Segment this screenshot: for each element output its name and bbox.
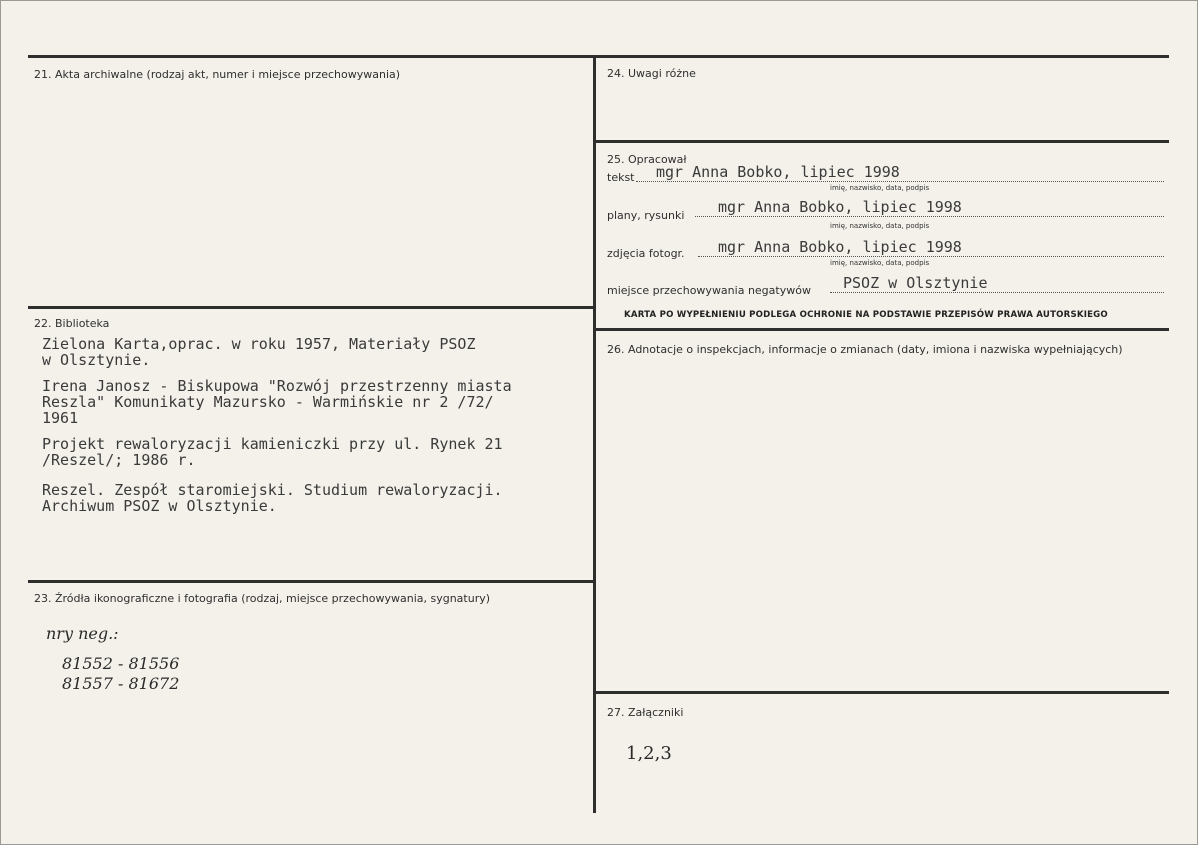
plans-author-line [695,216,1164,217]
negatives-range-2: 81557 - 81672 [62,674,180,693]
rule-24-25 [595,140,1169,143]
section-23-title: 23. Źródła ikonograficzne i fotografia (rodzaj, miejsce przechowywania, sygnatury) [34,592,491,605]
library-line: Zielona Karta,oprac. w roku 1957, Materiały PSOZ [42,335,476,353]
negatives-location-line [830,292,1164,293]
library-line: 1961 [42,409,79,427]
photos-author-line [698,256,1164,257]
negatives-location-value: PSOZ w Olsztynie [843,274,988,292]
section-24-title: 24. Uwagi różne [607,67,696,80]
top-rule [28,55,1169,58]
copyright-notice: KARTA PO WYPEŁNIENIU PODLEGA OCHRONIE NA PODSTAWIE PRZEPISÓW PRAWA AUTORSKIEGO [624,310,1108,320]
text-author-hint: imię, nazwisko, data, podpis [830,184,930,192]
library-line: Projekt rewaloryzacji kamieniczki przy ul. Rynek 21 [42,435,503,453]
rule-21-22 [28,306,595,309]
attachments-handwritten-value: 1,2,3 [626,743,672,764]
rule-25-26 [595,328,1169,331]
library-line: Reszel. Zespół staromiejski. Studium rewaloryzacji. [42,481,503,499]
photos-author-label: zdjęcia fotogr. [607,247,685,260]
library-line: Irena Janosz - Biskupowa "Rozwój przestrzenny miasta [42,377,512,395]
library-line: Reszla" Komunikaty Mazursko - Warmińskie nr 2 /72/ [42,393,494,411]
library-line: w Olsztynie. [42,351,151,369]
center-divider [593,55,596,813]
section-27-title: 27. Załączniki [607,706,684,719]
library-line: Archiwum PSOZ w Olsztynie. [42,497,277,515]
rule-26-27 [595,691,1169,694]
photos-author-value: mgr Anna Bobko, lipiec 1998 [718,238,962,256]
negatives-handwritten-label: nry neg.: [46,624,119,643]
section-22-title: 22. Biblioteka [34,317,110,330]
library-line: /Reszel/; 1986 r. [42,451,196,469]
text-author-value: mgr Anna Bobko, lipiec 1998 [656,163,900,181]
negatives-location-label: miejsce przechowywania negatywów [607,284,811,297]
section-21-title: 21. Akta archiwalne (rodzaj akt, numer i miejsce przechowywania) [34,68,401,81]
text-author-label: tekst [607,171,635,184]
section-26-title: 26. Adnotacje o inspekcjach, informacje o zmianach (daty, imiona i nazwiska wypełniających) [607,343,1123,356]
negatives-range-1: 81552 - 81556 [62,654,180,673]
plans-author-label: plany, rysunki [607,209,685,222]
rule-22-23 [28,580,595,583]
section-25-title: 25. Opracował [607,153,687,166]
plans-author-hint: imię, nazwisko, data, podpis [830,222,930,230]
photos-author-hint: imię, nazwisko, data, podpis [830,259,930,267]
plans-author-value: mgr Anna Bobko, lipiec 1998 [718,198,962,216]
text-author-line [636,181,1164,182]
